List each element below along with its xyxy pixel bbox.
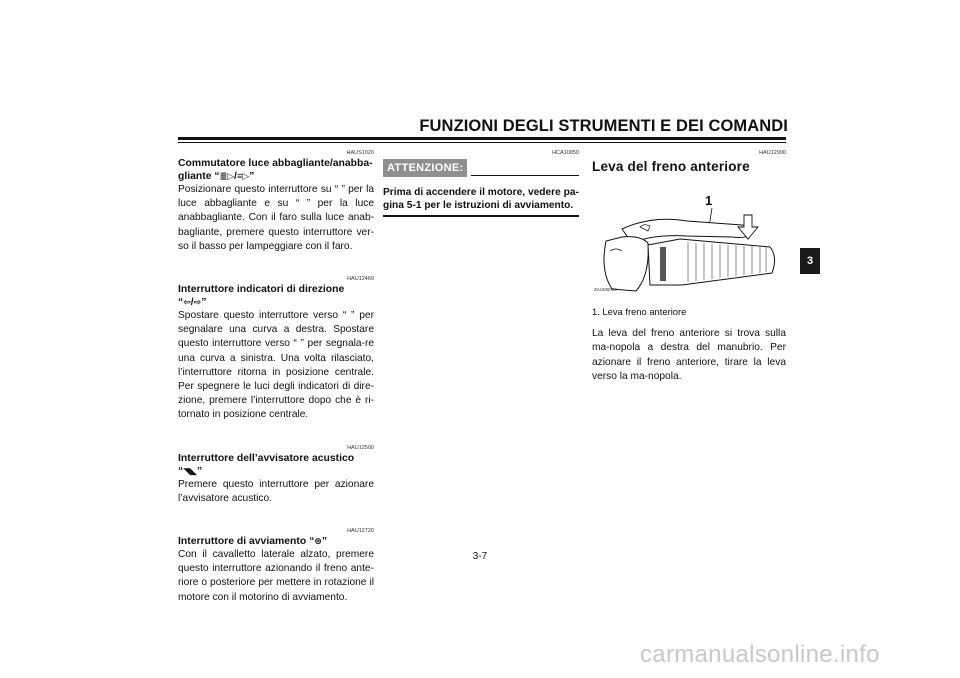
section-start-switch [178, 528, 374, 605]
heading-dimmer-line2: gliante “ [178, 171, 220, 182]
attention-header [383, 159, 579, 177]
heading-horn-close: ” [197, 465, 203, 477]
section-dimmer-switch [178, 150, 374, 254]
high-beam-icon: ≣▷ [219, 171, 235, 181]
grip-collar [660, 247, 666, 281]
attention-text: Prima di accendere il motore, vedere pa-gina 5-1 per le istruzioni di avviamento. [383, 187, 579, 212]
attention-label: ATTENZIONE: [383, 159, 467, 177]
figure-code: ZAUM0084 [594, 286, 617, 292]
brake-lever-figure [592, 181, 786, 299]
horn-icon: ◥◣ [183, 465, 198, 476]
ref-code: HAU12500 [347, 444, 374, 451]
heading-turn-open: “ [178, 297, 184, 309]
heading-front-brake: Leva del freno anteriore [592, 159, 750, 174]
throttle-grip [648, 239, 775, 285]
front-brake-text: La leva del freno anteriore si trova sulla ma-nopola a destra del manubrio. Per azionare il freno anteriore, tirare la leva verso la ma-nopola. [592, 328, 786, 382]
page-number: 3-7 [472, 551, 488, 562]
heading-horn [178, 452, 374, 478]
heading-horn-line1: Interruttore dell’avvisatore acustico [178, 452, 355, 464]
heading-dimmer-line1: Commutatore luce abbagliante/anabba- [178, 158, 373, 169]
column-left [178, 150, 374, 627]
page-title: FUNZIONI DEGLI STRUMENTI E DEI COMANDI [419, 117, 788, 135]
heading-start [178, 535, 374, 548]
title-rule-thin [178, 142, 786, 143]
ref-code: HAU12900 [759, 150, 786, 156]
figure-caption: 1. Leva freno anteriore [592, 306, 687, 317]
horn-text: Premere questo interruttore per azionare l’avvisatore acustico. [178, 478, 374, 504]
attention-line [471, 175, 579, 176]
ref-code: HAU12460 [347, 276, 374, 283]
turn-right-icon: ⇨ [193, 297, 202, 308]
column-right [592, 150, 786, 384]
ref-code: HAUS1020 [346, 150, 374, 156]
column-middle [383, 150, 579, 217]
heading-turn-close: ” [201, 297, 207, 309]
dimmer-text: Posizionare questo interruttore su “ ” per la luce abbagliante e su “ ” per la luce anabbagliante. Con il faro sulla luce anab-bagliante, premere questo interruttore ver-so il basso per lampeggiare con il faro. [178, 184, 374, 252]
start-icon: ⊛ [314, 536, 322, 547]
heading-dimmer-close: ” [249, 171, 255, 182]
turn-left-icon: ⇦ [183, 297, 191, 308]
title-rule [178, 137, 786, 140]
heading-start-line1: Interruttore di avviamento “ [178, 536, 315, 548]
section-turn-signal [178, 276, 374, 423]
section-horn [178, 445, 374, 506]
heading-turn-signal: Interruttore indicatori di direzione “⇦/⇨” [178, 284, 345, 309]
heading-horn-open: “ [178, 465, 184, 477]
turn-signal-text: Spostare questo interruttore verso “ ” per segnalare una curva a destra. Spostare questo interruttore verso “ ” per segnala-re una curva a sinistra. Una volta rilasciato, l’interruttore ritorna in posizione centrale. Per spegnere le luci degli indicatori di dire-zione, premere l’interruttore dopo che è ri-tornato in posizione centrale. [178, 310, 374, 421]
attention-bottom-rule [383, 215, 579, 217]
ref-code: HAU12720 [347, 528, 374, 535]
start-text: Con il cavalletto laterale alzato, premere questo interruttore azionando il freno ante-riore o posteriore per mettere in rotazione il motore con il motorino di avviamento. [178, 549, 374, 603]
ref-code: HCA10050 [552, 150, 579, 156]
callout-number: 1 [705, 193, 713, 208]
watermark: carmanualsonline.info [640, 641, 880, 668]
low-beam-icon: ≡▷ [236, 171, 250, 181]
chapter-tab: 3 [800, 248, 820, 274]
heading-turn-line1: Interruttore indicatori di direzione [178, 284, 345, 296]
brake-lever-illustration [592, 181, 786, 299]
heading-start-close: ” [321, 536, 328, 548]
heading-dimmer: Commutatore luce abbagliante/anabba- gliante “≣▷/≡▷” [178, 158, 373, 182]
